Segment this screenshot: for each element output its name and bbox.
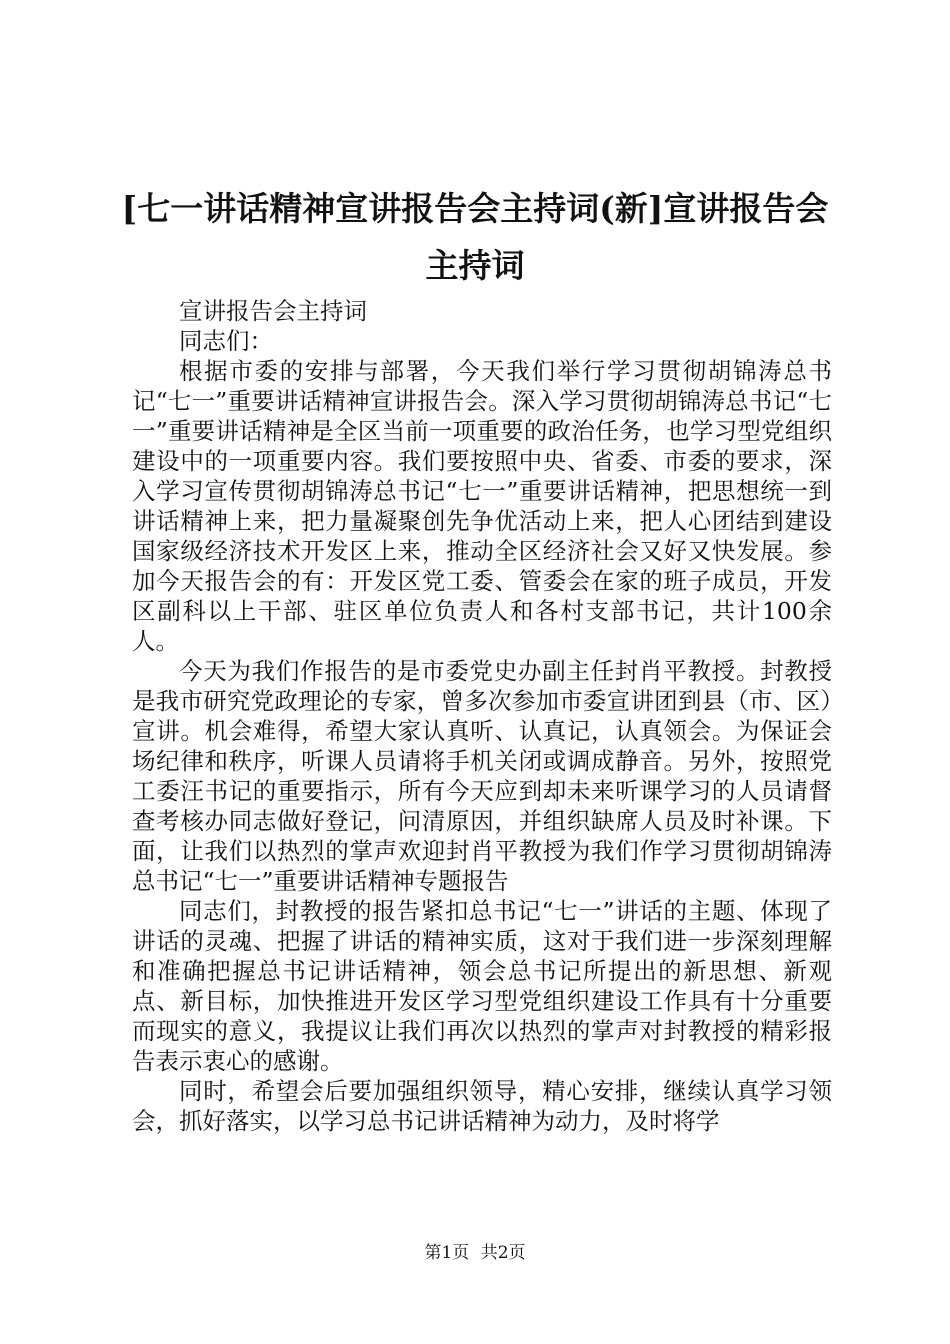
document-title: [七一讲话精神宣讲报告会主持词(新]宣讲报告会主持词 — [121, 189, 829, 285]
page-number: 第1页 — [424, 1243, 470, 1263]
paragraph-body: 今天为我们作报告的是市委党史办副主任封肖平教授。封教授是我市研究党政理论的专家，曾多次参加市委宣讲团到县（市、区）宣讲。机会难得，希望大家认真听、认真记，认真领会。为保证会场纪律和秩序，听课人员请将手机关闭或调成静音。另外，按照党工委汪书记的重要指示，所有今天应到却未来听课学习的人员请督查考核办同志做好登记，问清原因，并组织缺席人员及时补课。下面，让我们以热烈的掌声欢迎封肖平教授为我们作学习贯彻胡锦涛总书记“七一”重要讲话精神专题报告 — [132, 657, 832, 895]
document-body — [132, 296, 832, 1136]
paragraph-body: 根据市委的安排与部署，今天我们举行学习贯彻胡锦涛总书记“七一”重要讲话精神宣讲报告会。深入学习贯彻胡锦涛总书记“七一”重要讲话精神是全区当前一项重要的政治任务，也学习型党组织建设中的一项重要内容。我们要按照中央、省委、市委的要求，深入学习宣传贯彻胡锦涛总书记“七一”重要讲话精神，把思想统一到讲话精神上来，把力量凝聚创先争优活动上来，把人心团结到建设国家级经济技术开发区上来，推动全区经济社会又好又快发展。参加今天报告会的有：开发区党工委、管委会在家的班子成员，开发区副科以上干部、驻区单位负责人和各村支部书记，共计100余人。 — [132, 357, 832, 655]
page-total: 共2页 — [480, 1243, 526, 1263]
paragraph-body: 同志们，封教授的报告紧扣总书记“七一”讲话的主题、体现了讲话的灵魂、把握了讲话的精神实质，这对于我们进一步深刻理解和准确把握总书记讲话精神，领会总书记所提出的新思想、新观点、新目标，加快推进开发区学习型党组织建设工作具有十分重要而现实的意义，我提议让我们再次以热烈的掌声对封教授的精彩报告表示衷心的感谢。 — [132, 897, 832, 1075]
page-footer — [0, 1242, 950, 1264]
paragraph-body: 同时，希望会后要加强组织领导，精心安排，继续认真学习领会，抓好落实，以学习总书记讲话精神为动力，及时将学 — [132, 1077, 832, 1135]
paragraph-salutation: 同志们： — [179, 327, 273, 355]
paragraph-subtitle: 宣讲报告会主持词 — [179, 297, 367, 325]
